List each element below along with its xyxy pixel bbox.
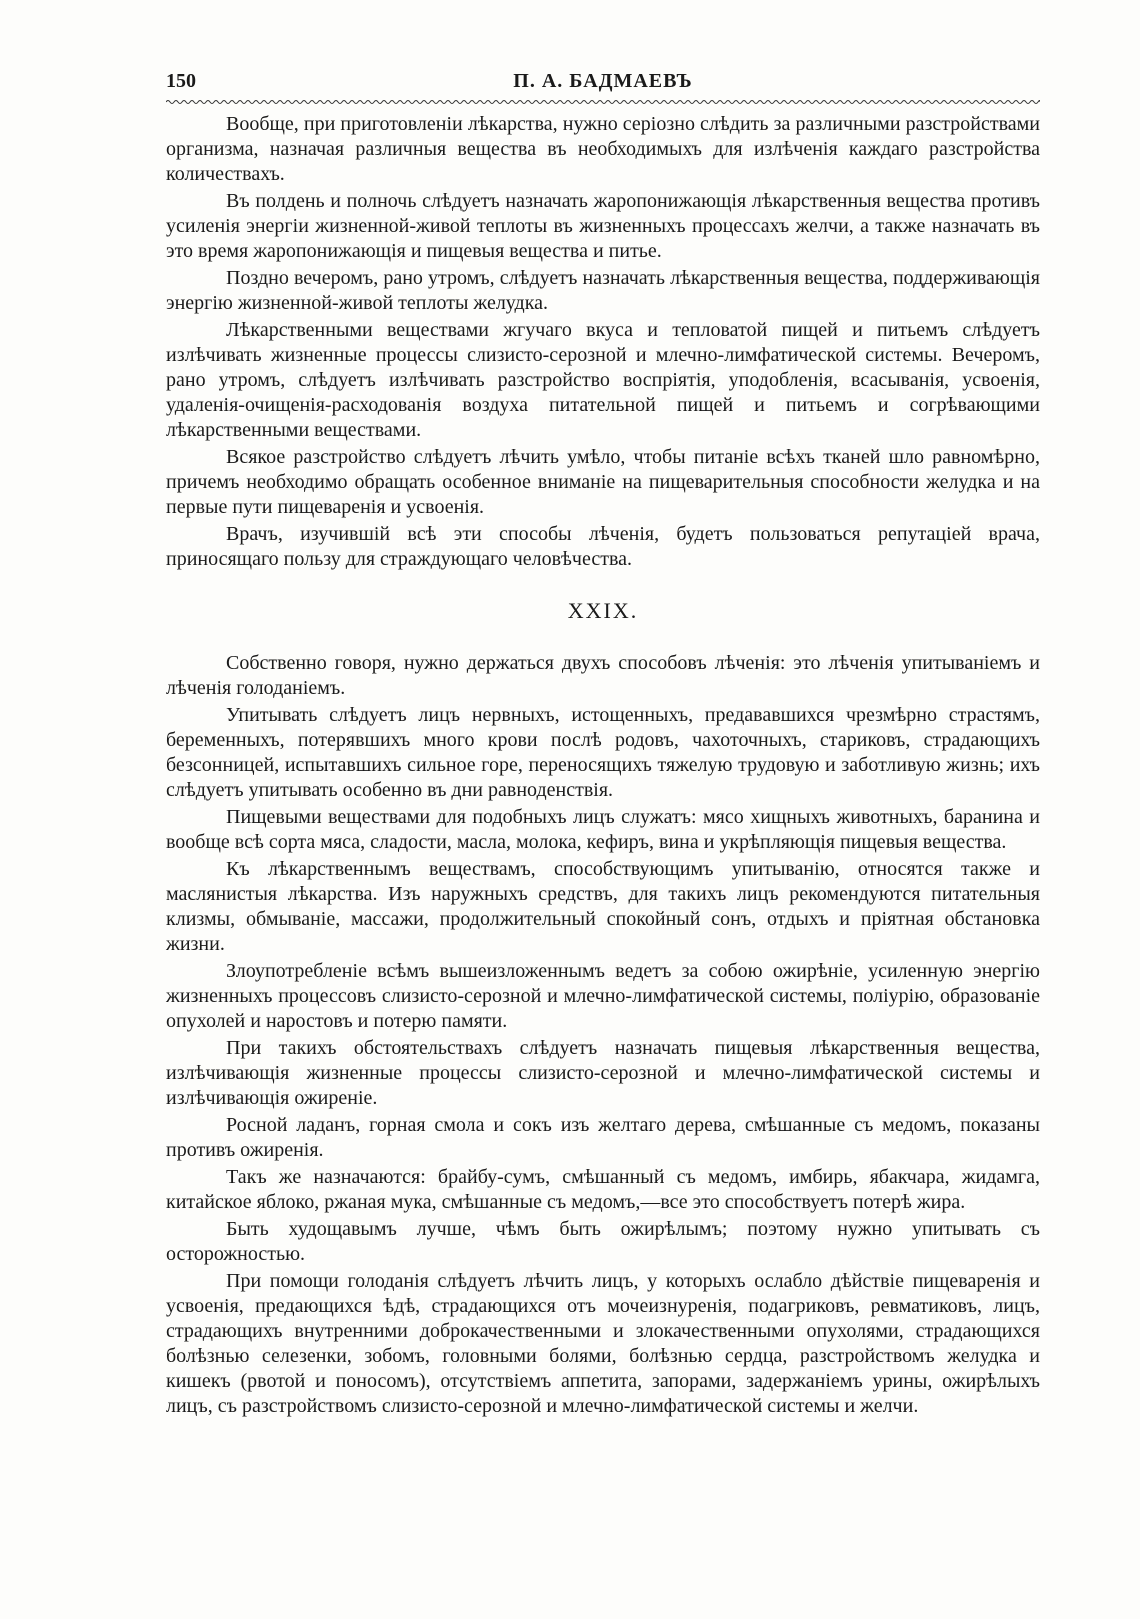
paragraph: При помощи голоданія слѣдуетъ лѣчить лицъ, у которыхъ ослабло дѣйствіе пищеваренія и усвоенія, предающихся ѣдѣ, страдающихся отъ мочеизнуренія, подагриковъ, ревматиковъ, лицъ, страдающихъ внутренними доброкачественными и злокачественными опухолями, страдающихся болѣзнью селезенки, зобомъ, головными болями, болѣзнью сердца, разстройствомъ желудка и кишекъ (рвотой и поносомъ), отсутствіемъ аппетита, запорами, задержаніемъ урины, ожирѣлыхъ лицъ, съ разстройствомъ слизисто-серозной и млечно-лимфатической системы и желчи.	[166, 1270, 1040, 1417]
paragraph: Всякое разстройство слѣдуетъ лѣчить умѣло, чтобы питаніе всѣхъ тканей шло равномѣрно, причемъ необходимо обращать особенное вниманіе на пищеварительныя способности желудка и на первые пути пищеваренія и усвоенія.	[166, 446, 1040, 518]
page-body	[166, 112, 1040, 1421]
paragraph: Росной ладанъ, горная смола и сокъ изъ желтаго дерева, смѣшанные съ медомъ, показаны противъ ожиренія.	[166, 1114, 1040, 1161]
paragraph: Пищевыми веществами для подобныхъ лицъ служатъ: мясо хищныхъ животныхъ, баранина и вообще всѣ сорта мяса, сладости, масла, молока, кефиръ, вина и укрѣпляющія пищевыя вещества.	[166, 806, 1040, 853]
paragraph: Такъ же назначаются: брайбу-сумъ, смѣшанный съ медомъ, имбирь, ябакчара, жидамга, китайское яблоко, ржаная мука, смѣшанные съ медомъ,—все это способствуетъ потерѣ жира.	[166, 1166, 1040, 1213]
paragraph: Врачъ, изучившій всѣ эти способы лѣченія, будетъ пользоваться репутаціей врача, приносящаго пользу для страждующаго человѣчества.	[166, 523, 1040, 570]
paragraph: Въ полдень и полночь слѣдуетъ назначать жаропонижающія лѣкарственныя вещества противъ усиленія энергіи жизненной-живой теплоты въ жизненныхъ процессахъ желчи, а также назначать въ это время жаропонижающія и пищевыя вещества и питье.	[166, 190, 1040, 262]
paragraph: Злоупотребленіе всѣмъ вышеизложеннымъ ведетъ за собою ожирѣніе, усиленную энергію жизненныхъ процессовъ слизисто-серозной и млечно-лимфатической системы, поліурію, образованіе опухолей и наростовъ и потерю памяти.	[166, 960, 1040, 1032]
header-wavy-rule	[166, 99, 1040, 105]
running-head: П. А. БАДМАЕВЪ	[513, 70, 693, 92]
paragraph: Упитывать слѣдуетъ лицъ нервныхъ, истощенныхъ, предававшихся чрезмѣрно страстямъ, беременныхъ, потерявшихъ много крови послѣ родовъ, чахоточныхъ, стариковъ, страдающихъ безсонницей, испытавшихъ сильное горе, переносящихъ тяжелую трудовую и заботливую жизнь; ихъ слѣдуетъ упитывать особенно въ дни равноденствія.	[166, 704, 1040, 801]
paragraph: При такихъ обстоятельствахъ слѣдуетъ назначать пищевыя лѣкарственныя вещества, излѣчивающія жизненные процессы слизисто-серозной и млечно-лимфатической системы и излѣчивающія ожиреніе.	[166, 1037, 1040, 1109]
paragraph: Вообще, при приготовленіи лѣкарства, нужно серіозно слѣдить за различными разстройствами организма, назначая различныя вещества въ необходимыхъ для излѣченія каждаго разстройства количествахъ.	[166, 113, 1040, 185]
paragraph: Поздно вечеромъ, рано утромъ, слѣдуетъ назначать лѣкарственныя вещества, поддерживающія энергію жизненной-живой теплоты желудка.	[166, 267, 1040, 314]
paragraph: Лѣкарственными веществами жгучаго вкуса и тепловатой пищей и питьемъ слѣдуетъ излѣчивать жизненные процессы слизисто-серозной и млечно-лимфатической системы. Вечеромъ, рано утромъ, слѣдуетъ излѣчивать разстройство воспріятія, уподобленія, всасыванія, усвоенія, удаленія-очищенія-расходованія воздуха питательной пищей и питьемъ и согрѣвающими лѣкарственными веществами.	[166, 319, 1040, 441]
page-number: 150	[166, 70, 196, 92]
paragraph: Быть худощавымъ лучше, чѣмъ быть ожирѣлымъ; поэтому нужно упитывать съ осторожностью.	[166, 1218, 1040, 1265]
paragraph: Къ лѣкарственнымъ веществамъ, способствующимъ упитыванію, относятся также и маслянистыя лѣкарства. Изъ наружныхъ средствъ, для такихъ лицъ рекомендуются питательныя клизмы, обмываніе, массажи, продолжительный спокойный сонъ, отдыхъ и пріятная обстановка жизни.	[166, 858, 1040, 955]
page-header	[166, 70, 1040, 96]
section-title: XXIX.	[567, 598, 639, 623]
paragraph: Собственно говоря, нужно держаться двухъ способовъ лѣченія: это лѣченія упитываніемъ и лѣченія голоданіемъ.	[166, 652, 1040, 699]
